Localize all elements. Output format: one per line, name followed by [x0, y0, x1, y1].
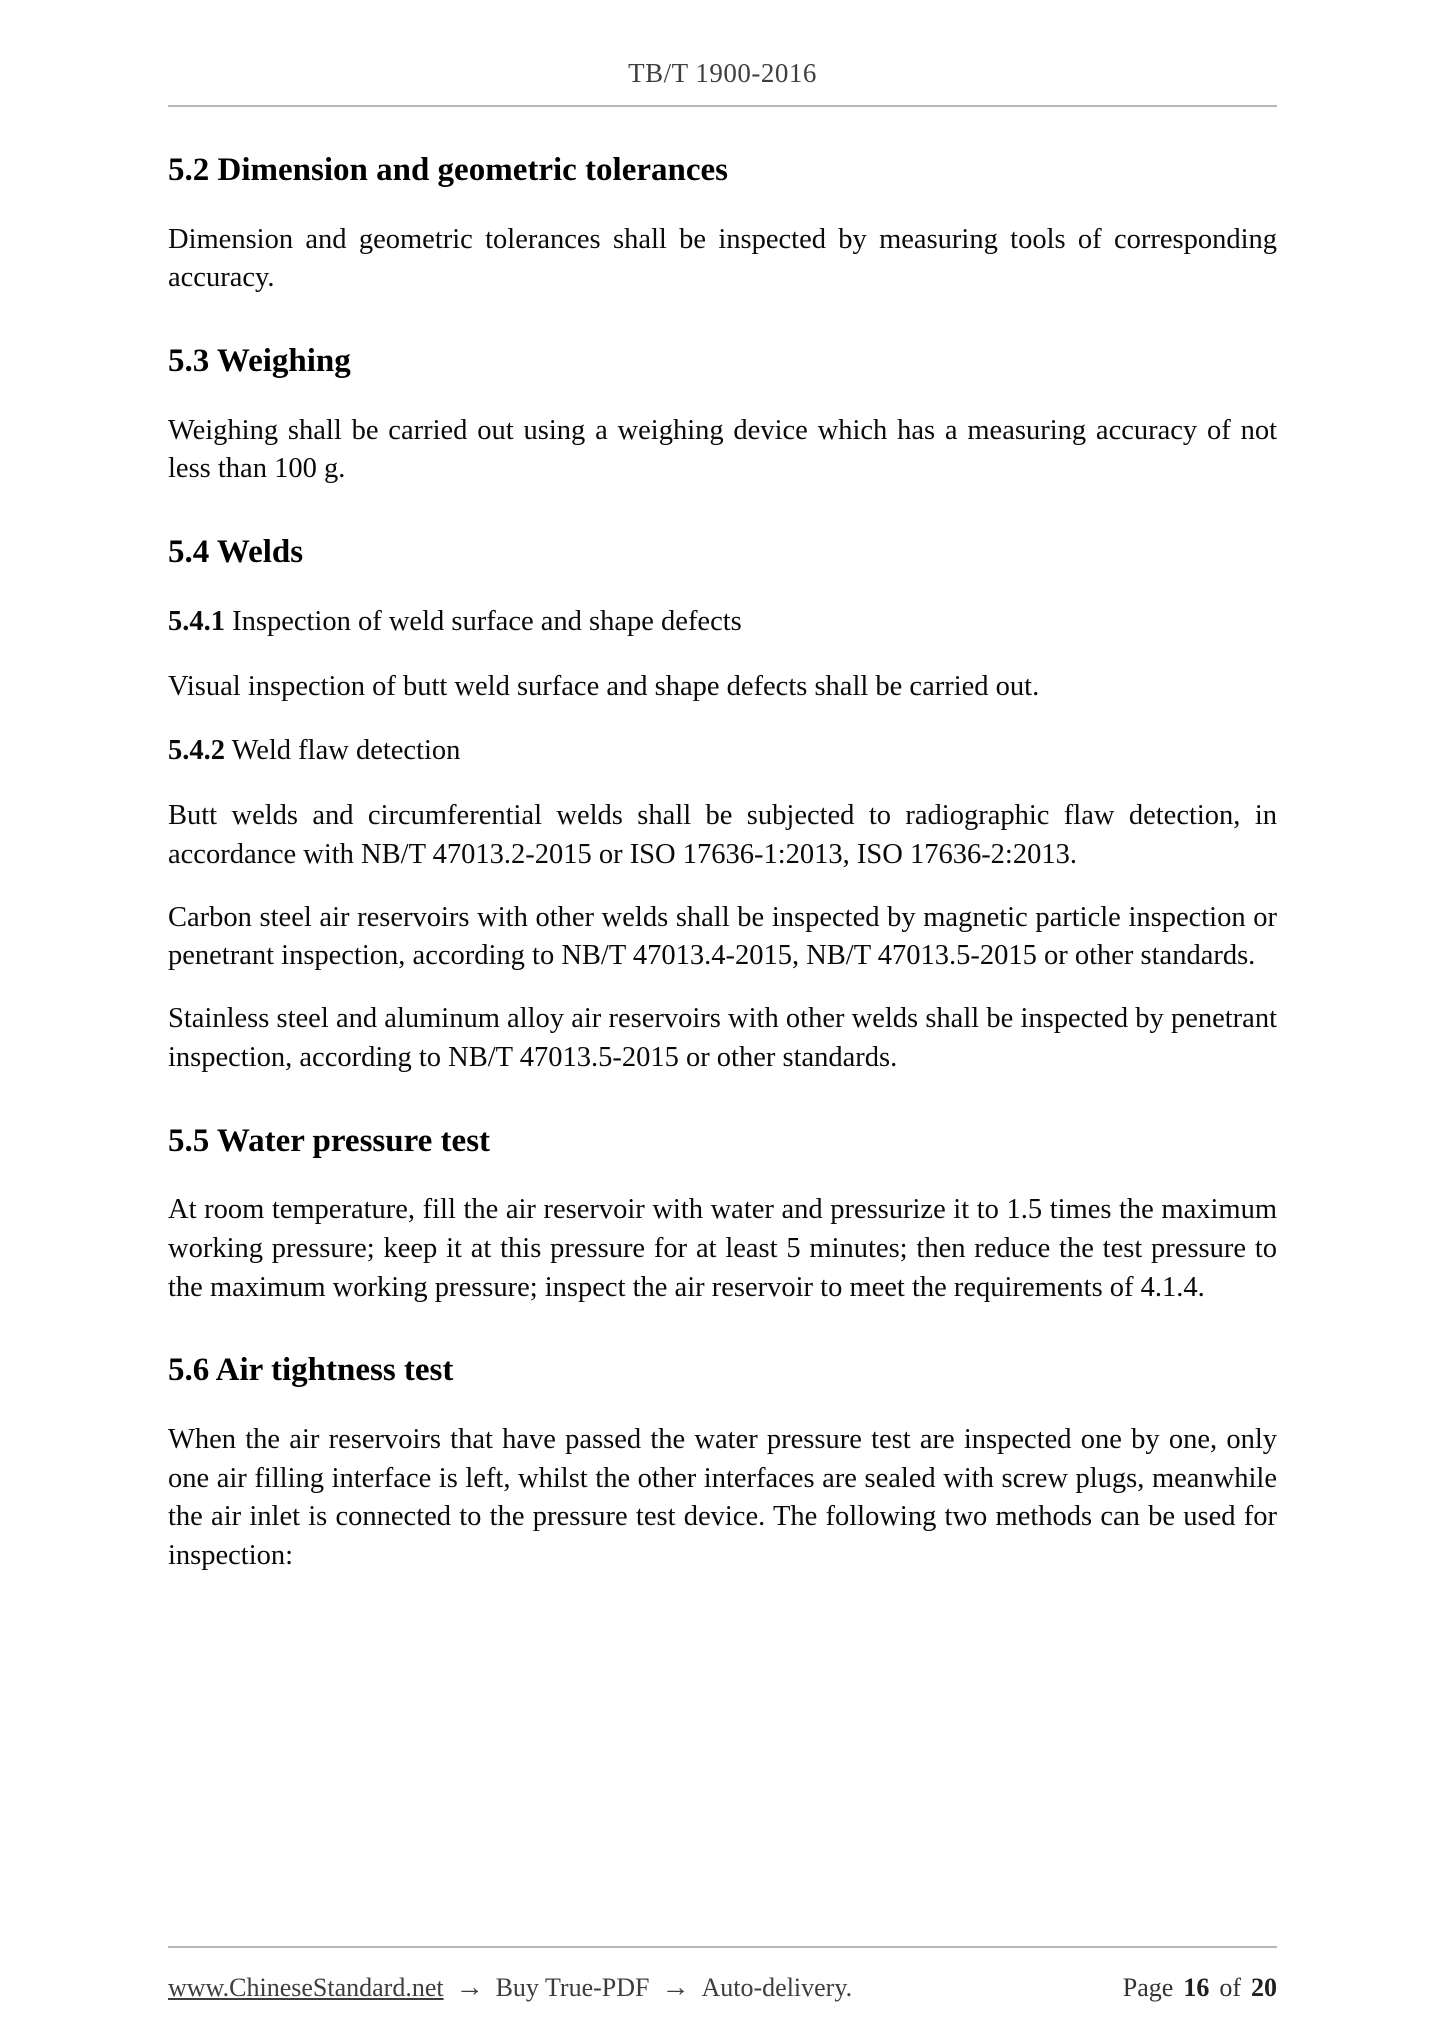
footer-row — [168, 1972, 1277, 2004]
paragraph: Visual inspection of butt weld surface and shape defects shall be carried out. — [168, 670, 1040, 702]
page-header — [0, 0, 1445, 107]
footer-promo — [168, 1972, 852, 2004]
subsection-title: Weld flaw detection — [231, 735, 461, 767]
arrow-right-icon: → — [661, 1972, 690, 2003]
page-number: 16 — [1183, 1973, 1210, 2002]
header-title: TB/T 1900-2016 — [628, 58, 817, 88]
of-label: of — [1219, 1973, 1241, 2002]
subsection-number: 5.4.2 — [168, 735, 225, 767]
footer-divider — [168, 1946, 1277, 1948]
subsection-heading-5-4-1 — [168, 603, 1277, 642]
paragraph: When the air reservoirs that have passed the water pressure test are inspected one by one, only one air filling interface is left, whilst the other interfaces are sealed with screw plugs, meanwhile the air inlet is connected to the pressure test device. The following two methods can be used for inspection: — [168, 1423, 1277, 1572]
footer-buy-text: Buy True-PDF — [495, 1973, 650, 2002]
section-heading-5-4: 5.4 Welds — [168, 534, 304, 571]
header-divider — [168, 105, 1277, 107]
section-heading-5-6: 5.6 Air tightness test — [168, 1352, 454, 1389]
page-footer — [168, 1946, 1277, 2004]
footer-delivery-text: Auto-delivery. — [701, 1973, 853, 2002]
arrow-right-icon: → — [455, 1972, 484, 2003]
document-content — [168, 151, 1277, 1576]
paragraph: Carbon steel air reservoirs with other welds shall be inspected by magnetic particle inspection or penetrant inspection, according to NB/T 47013.4-2015, NB/T 47013.5-2015 or other standards. — [168, 901, 1277, 972]
subsection-heading-5-4-2 — [168, 732, 1277, 771]
paragraph: Dimension and geometric tolerances shall be inspected by measuring tools of corresponding accuracy. — [168, 223, 1277, 294]
subsection-title: Inspection of weld surface and shape defects — [232, 605, 742, 637]
subsection-number: 5.4.1 — [168, 605, 225, 637]
paragraph: Weighing shall be carried out using a weighing device which has a measuring accuracy of not less than 100 g. — [168, 414, 1277, 485]
paragraph: At room temperature, fill the air reservoir with water and pressurize it to 1.5 times the maximum working pressure; keep it at this pressure for at least 5 minutes; then reduce the test pressure to the maximum working pressure; inspect the air reservoir to meet the requirements of 4.1.4. — [168, 1194, 1277, 1303]
page-indicator — [1123, 1973, 1277, 2003]
paragraph: Butt welds and circumferential welds shall be subjected to radiographic flaw detection, in accordance with NB/T 47013.2-2015 or ISO 17636-1:2013, ISO 17636-2:2013. — [168, 800, 1277, 870]
page-label: Page — [1122, 1973, 1174, 2002]
total-pages: 20 — [1251, 1973, 1277, 2002]
section-heading-5-3: 5.3 Weighing — [168, 343, 351, 380]
section-heading-5-2: 5.2 Dimension and geometric tolerances — [168, 152, 728, 188]
site-link[interactable]: www.ChineseStandard.net — [168, 1973, 444, 2002]
section-heading-5-5: 5.5 Water pressure test — [168, 1122, 491, 1159]
paragraph: Stainless steel and aluminum alloy air reservoirs with other welds shall be inspected by penetrant inspection, according to NB/T 47013.5-2015 or other standards. — [168, 1003, 1277, 1073]
